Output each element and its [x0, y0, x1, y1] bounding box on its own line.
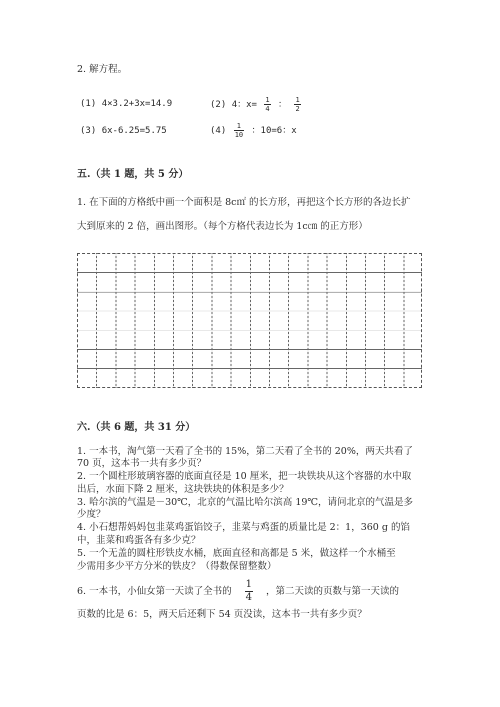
section-6-question-6-line-2: 页数的比是 6：5，两天后还剩下 54 页没读，这本书一共有多少页？	[77, 609, 367, 620]
fraction-denominator: 4	[245, 592, 252, 603]
section-6-line: 1. 一本书，淘气第一天看了全书的 15%，第二天看了全书的 20%，两天共看了	[77, 446, 413, 457]
section-6-line: 少需用多少平方分米的铁皮？（得数保留整数）	[77, 561, 277, 572]
equation-3-label: (3)	[80, 126, 97, 136]
fraction-numerator: 1	[234, 122, 244, 131]
square-grid-paper[interactable]	[77, 253, 422, 388]
fraction-numerator: 1	[265, 96, 270, 104]
section-6-line: 少度？	[77, 509, 106, 520]
equation-2	[210, 96, 303, 113]
fraction-denominator: 4	[265, 105, 270, 113]
equations-heading: 2. 解方程。	[77, 64, 128, 75]
section-6-title: 六.（共 6 题，共 31 分）	[77, 422, 196, 433]
equation-2-label: (2)	[210, 100, 227, 110]
section-6-line: 70 页，这本书一共有多少页？	[77, 458, 207, 469]
section-6-line: 2. 一个圆柱形玻璃容器的底面直径是 10 厘米，把一块铁块从这个容器的水中取	[77, 471, 412, 482]
equation-4-fraction	[234, 122, 244, 139]
grid-dash-overlay	[78, 254, 421, 387]
equation-4-suffix: ：10=6：x	[251, 126, 297, 136]
fraction-denominator: 10	[234, 131, 244, 139]
equation-3	[80, 126, 167, 136]
equation-4-label: (4)	[210, 126, 227, 136]
section-6-question-6-line-1	[77, 579, 399, 604]
question-6-prefix: 6. 一本书，小仙女第一天读了全书的	[77, 586, 232, 597]
section-6-line: 5. 一个无盖的圆柱形铁皮水桶，底面直径和高都是 5 米，做这样一个水桶至	[77, 548, 396, 559]
question-6-suffix: ，第二天读的页数与第一天读的	[266, 586, 400, 597]
equation-2-fraction-2	[294, 96, 300, 113]
section-5-question-line-2: 大到原来的 2 倍，画出图形。（每个方格代表边长为 1c㎝ 的正方形）	[77, 221, 368, 232]
equation-1	[80, 99, 172, 109]
fraction-denominator: 2	[295, 105, 300, 113]
section-5-title: 五.（共 1 题，共 5 分）	[77, 169, 189, 180]
equation-3-expr: 6x-6.25=5.75	[101, 126, 167, 136]
equation-2-ratio: ：	[278, 100, 288, 110]
fraction-numerator: 1	[245, 579, 252, 590]
section-6-line: 4. 小石想帮妈妈包韭菜鸡蛋馅饺子，韭菜与鸡蛋的质量比是 2：1，360 g 的馅	[77, 522, 410, 533]
fraction-numerator: 1	[295, 96, 300, 104]
equation-1-expr: 4×3.2+3x=14.9	[101, 99, 173, 109]
section-6-line: 3. 哈尔滨的气温是－30℃，北京的气温比哈尔滨高 19℃，请问北京的气温是多	[77, 497, 414, 508]
equation-1-label: (1)	[80, 99, 97, 109]
section-5-question-line-1: 1. 在下面的方格纸中画一个面积是 8c㎡ 的长方形，再把这个长方形的各边长扩	[77, 197, 411, 208]
question-6-fraction	[245, 579, 253, 604]
equation-2-fraction-1	[264, 96, 270, 113]
section-6-line: 出后，水面下降 2 厘米，这块铁块的体积是多少？	[77, 484, 289, 495]
equation-2-prefix: 4：x=	[231, 100, 257, 110]
section-6-line: 中，韭菜和鸡蛋各有多少克？	[77, 535, 201, 546]
equation-4	[210, 122, 297, 139]
